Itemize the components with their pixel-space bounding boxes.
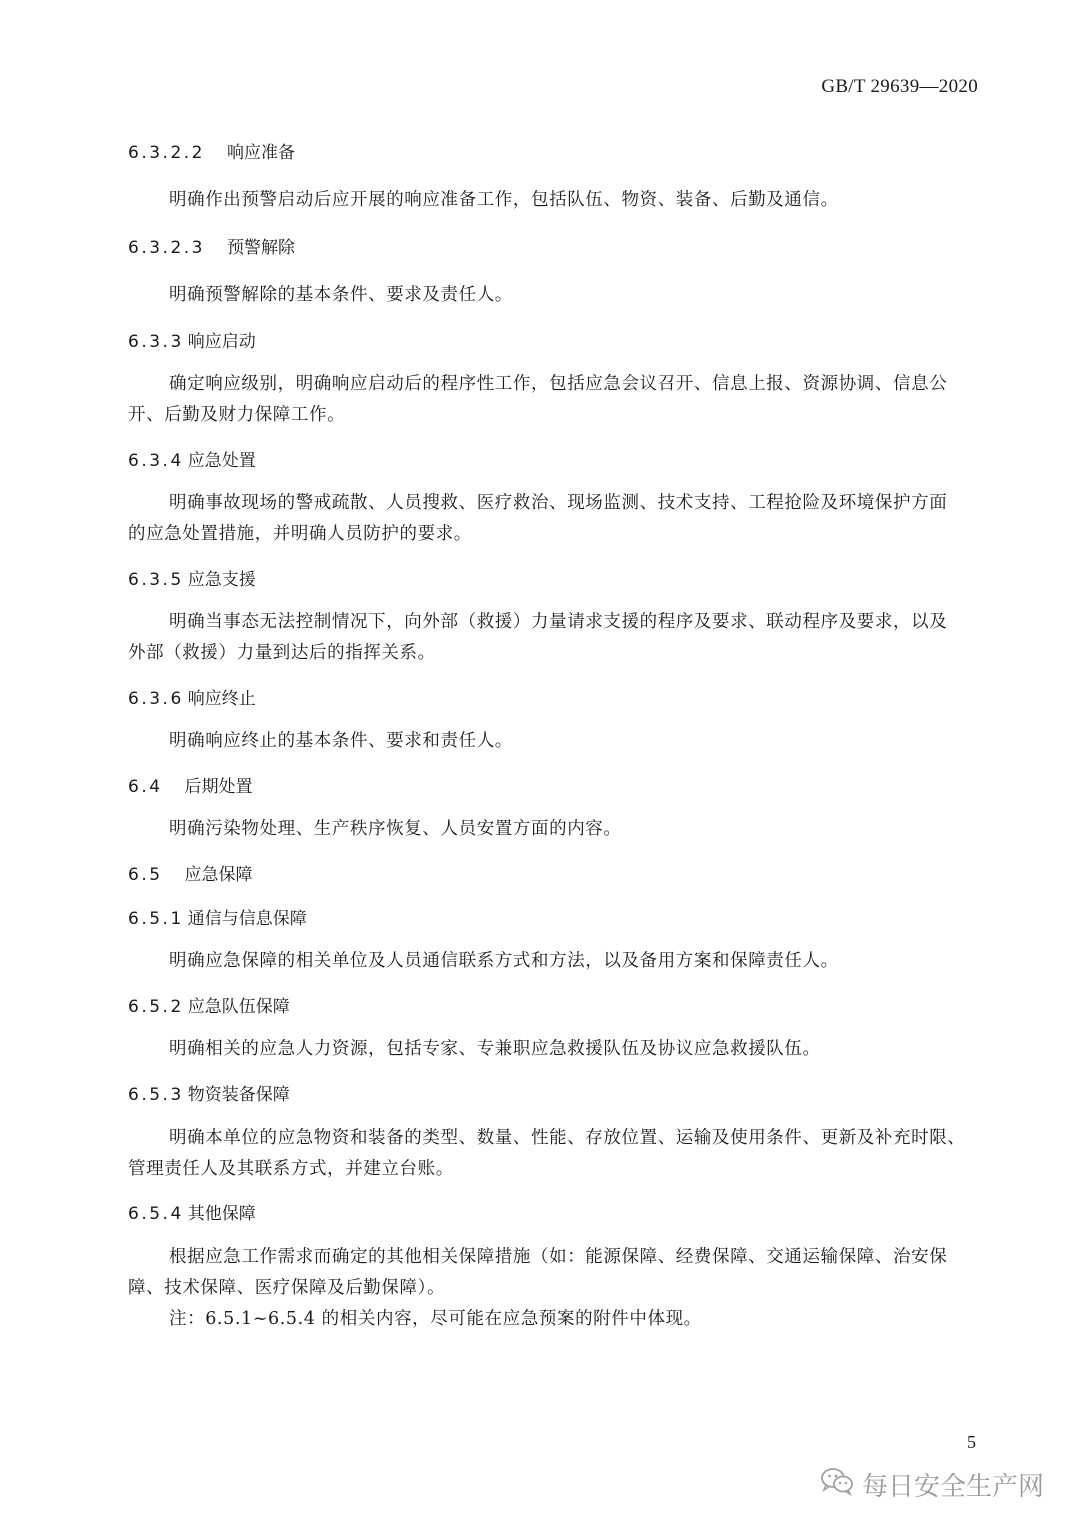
- paragraph-line: 管理责任人及其联系方式，并建立台账。: [128, 1159, 454, 1179]
- note-line: 注：6.5.1~6.5.4 的相关内容，尽可能在应急预案的附件中体现。: [169, 1309, 702, 1329]
- section-heading: 6.4 后期处置: [128, 777, 253, 797]
- section-heading: 6.5 应急保障: [128, 865, 253, 885]
- section-heading: 6.3.3 响应启动: [128, 332, 256, 352]
- paragraph-line: 外部（救援）力量到达后的指挥关系。: [128, 643, 436, 663]
- paragraph-line: 障、技术保障、医疗保障及后勤保障）。: [128, 1278, 446, 1298]
- paragraph-line: 明确本单位的应急物资和装备的类型、数量、性能、存放位置、运输及使用条件、更新及补充时限、: [169, 1128, 966, 1148]
- watermark: [820, 1466, 1044, 1503]
- paragraph-line: 明确应急保障的相关单位及人员通信联系方式和方法，以及备用方案和保障责任人。: [169, 951, 839, 971]
- section-heading: 6.5.4 其他保障: [128, 1204, 256, 1224]
- section-heading: 6.5.3 物资装备保障: [128, 1085, 290, 1105]
- section-heading: 6.5.1 通信与信息保障: [128, 909, 307, 929]
- paragraph-line: 明确相关的应急人力资源，包括专家、专兼职应急救援队伍及协议应急救援队伍。: [169, 1039, 821, 1059]
- paragraph-line: 确定响应级别，明确响应启动后的程序性工作，包括应急会议召开、信息上报、资源协调、信息公: [169, 374, 948, 394]
- paragraph-line: 明确响应终止的基本条件、要求和责任人。: [169, 731, 513, 751]
- standard-code: GB/T 29639—2020: [821, 76, 978, 97]
- paragraph-line: 明确作出预警启动后应开展的响应准备工作，包括队伍、物资、装备、后勤及通信。: [169, 190, 839, 210]
- paragraph-line: 根据应急工作需求而确定的其他相关保障措施（如：能源保障、经费保障、交通运输保障、治安保: [169, 1247, 948, 1267]
- watermark-text: 每日安全生产网: [861, 1472, 1044, 1502]
- section-heading: 6.3.5 应急支援: [128, 570, 256, 590]
- paragraph-line: 明确预警解除的基本条件、要求及责任人。: [169, 285, 513, 305]
- wechat-icon: [820, 1466, 854, 1503]
- section-heading: 6.3.6 响应终止: [128, 689, 256, 709]
- page-number: 5: [967, 1432, 976, 1452]
- section-heading: 6.5.2 应急队伍保障: [128, 997, 290, 1017]
- section-heading: 6.3.2.2 响应准备: [128, 143, 295, 163]
- paragraph-line: 开、后勤及财力保障工作。: [128, 405, 346, 425]
- paragraph-line: 明确当事态无法控制情况下，向外部（救援）力量请求支援的程序及要求、联动程序及要求，以及: [169, 612, 948, 632]
- paragraph-line: 明确事故现场的警戒疏散、人员搜救、医疗救治、现场监测、技术支持、工程抢险及环境保护方面: [169, 493, 948, 513]
- section-heading: 6.3.4 应急处置: [128, 451, 256, 471]
- paragraph-line: 明确污染物处理、生产秩序恢复、人员安置方面的内容。: [169, 819, 622, 839]
- section-heading: 6.3.2.3 预警解除: [128, 238, 295, 258]
- paragraph-line: 的应急处置措施，并明确人员防护的要求。: [128, 524, 472, 544]
